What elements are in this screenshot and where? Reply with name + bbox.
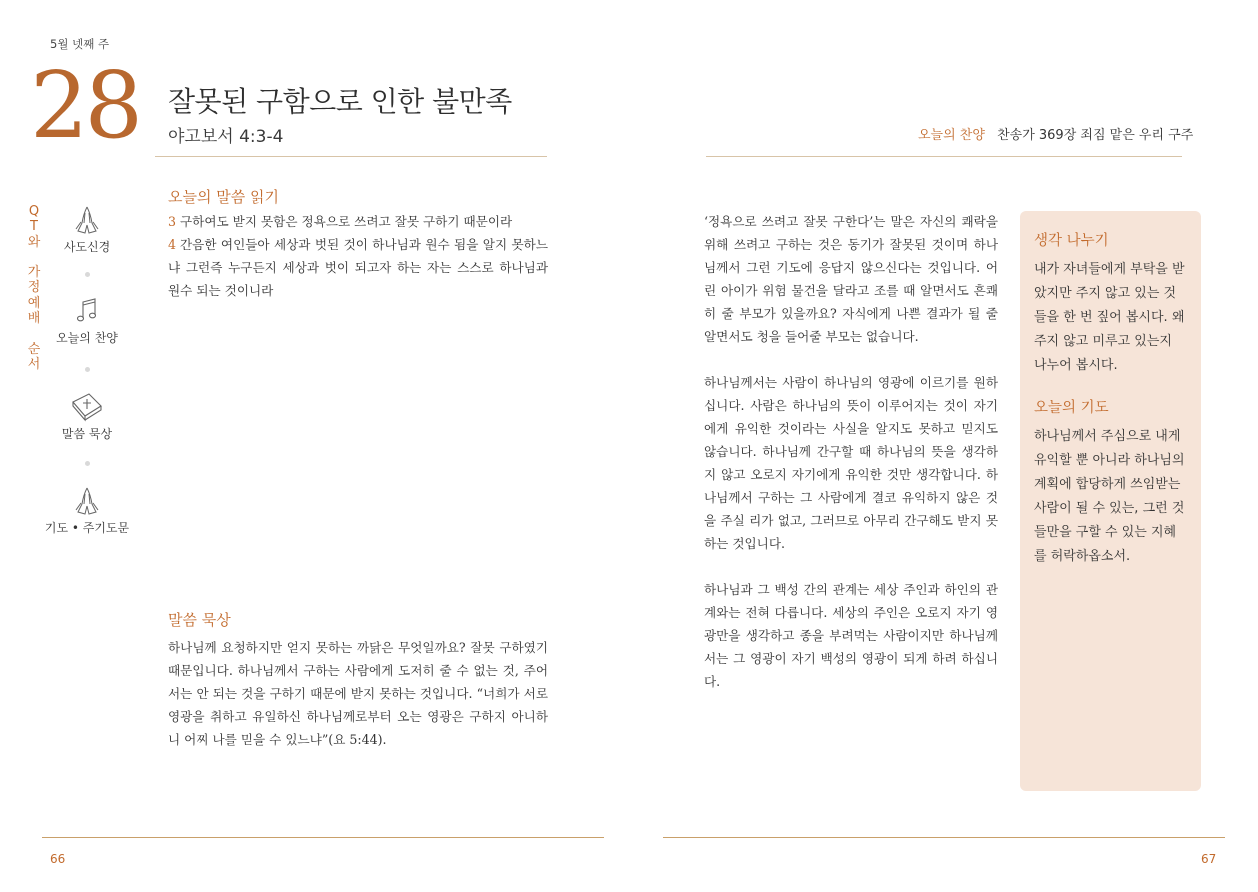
sidebar-item-meditation xyxy=(37,390,137,442)
sidebar-item-label: 오늘의 찬양 xyxy=(56,331,118,345)
qt-order-vertical-label: Q T 와 가 정 예 배 순 서 xyxy=(27,204,41,372)
week-label: 5월 넷째 주 xyxy=(50,37,110,51)
commentary-paragraph: 하나님과 그 백성 간의 관계는 세상 주인과 하인의 관계와는 전혀 다릅니다. 세상의 주인은 오로지 자기 영광만을 생각하고 종을 부려먹는 사람이지만 하나님께서는 그 영광이 자기 백성의 영광이 되게 하려 하십니다. xyxy=(704,582,998,689)
bible-icon xyxy=(69,390,105,422)
hymn-label: 오늘의 찬양 xyxy=(918,128,985,143)
sidebar-item-label: 말씀 묵상 xyxy=(61,427,113,441)
todays-hymn xyxy=(918,124,1193,143)
verse-number: 4 xyxy=(168,237,177,252)
sidebar-item-label: 사도신경 xyxy=(63,240,111,254)
sidebar-item-label: 기도 • 주기도문 xyxy=(44,521,130,535)
separator-dot xyxy=(85,461,90,466)
separator-dot xyxy=(85,367,90,372)
scripture-reference: 야고보서 4:3-4 xyxy=(168,127,284,147)
verse-text: 구하여도 받지 못함은 정욕으로 쓰려고 잘못 구하기 때문이라 xyxy=(180,214,513,229)
commentary-paragraph: ‘정욕으로 쓰려고 잘못 구한다’는 말은 자신의 쾌락을 위해 쓰려고 구하는 것은 동기가 잘못된 것이며 하나님께서 그런 기도에 응답지 않으신다는 것입니다. 어린 아이가 위험 물건을 달라고 조를 때 알면서도 흔쾌히 줄 부모가 있을까요? 자식에게 나쁜 결과가 될 줄 알면서도 청을 들어줄 부모는 없습니다. xyxy=(704,214,998,344)
verse-text: 간음한 여인들아 세상과 벗된 것이 하나님과 원수 됨을 알지 못하느냐 그런즉 누구든지 세상과 벗이 되고자 하는 자는 스스로 하나님과 원수 되는 것이니라 xyxy=(168,237,548,298)
share-text: 내가 자녀들에게 부탁을 받았지만 주지 않고 있는 것들을 한 번 짚어 봅시다. 왜 주지 않고 미루고 있는지 나누어 봅시다. xyxy=(1034,262,1185,373)
praying-hands-icon xyxy=(70,484,104,516)
verse xyxy=(168,210,548,233)
sidebar-item-prayer xyxy=(37,484,137,536)
reading-verses xyxy=(168,210,548,302)
reflection-box xyxy=(1020,211,1201,791)
sidebar-item-apostles-creed xyxy=(37,203,137,255)
meditation-text: 하나님께 요청하지만 얻지 못하는 까닭은 무엇일까요? 잘못 구하였기 때문입니다. 하나님께서 구하는 사람에게 도저히 줄 수 없는 것, 주어서는 안 되는 것을 구하기 때문에 받지 못하는 것입니다. “너희가 서로 영광을 취하고 유일하신 하나님께로부터 오는 영광은 구하지 아니하니 어찌 나를 믿을 수 있느냐”(요 5:44). xyxy=(168,640,548,747)
page-title: 잘못된 구함으로 인한 불만족 xyxy=(168,85,512,118)
divider-bottom-left xyxy=(42,837,604,838)
commentary-column xyxy=(704,210,998,716)
page-number-right: 67 xyxy=(1201,852,1217,866)
prayer-text: 하나님께서 주심으로 내게 유익할 뿐 아니라 하나님의 계획에 합당하게 쓰임받는 사람이 될 수 있는, 그런 것들만을 구할 수 있는 지혜를 허락하옵소서. xyxy=(1034,429,1185,564)
meditation-heading: 말씀 묵상 xyxy=(168,611,231,629)
divider-bottom-right xyxy=(663,837,1225,838)
separator-dot xyxy=(85,272,90,277)
divider-top-left xyxy=(155,156,547,157)
commentary-paragraph: 하나님께서는 사람이 하나님의 영광에 이르기를 원하십니다. 사람은 하나님의 뜻이 이루어지는 것이 자기에게 유익한 것이라는 사실을 알지도 못하고 믿지도 않습니다. 하나님께 간구할 때 하나님의 뜻을 생각하지 않고 오로지 자기에게 유익한 것만 생각합니다. 하나님께서 구하는 그 사람에게 결코 유익하지 않은 것을 주실 리가 없고, 그러므로 아무리 간구해도 받지 못하는 것입니다. xyxy=(704,375,998,551)
verse xyxy=(168,233,548,302)
reading-heading: 오늘의 말씀 읽기 xyxy=(168,188,279,206)
verse-number: 3 xyxy=(168,214,177,229)
praying-hands-icon xyxy=(70,203,104,235)
hymn-text: 찬송가 369장 죄짐 맡은 우리 구주 xyxy=(997,128,1194,143)
music-note-icon xyxy=(70,296,104,326)
sidebar-item-todays-hymn xyxy=(37,296,137,346)
day-number: 28 xyxy=(30,52,140,159)
prayer-heading: 오늘의 기도 xyxy=(1034,400,1109,416)
share-heading: 생각 나누기 xyxy=(1034,233,1109,249)
divider-top-right xyxy=(706,156,1182,157)
page-number-left: 66 xyxy=(50,852,66,866)
